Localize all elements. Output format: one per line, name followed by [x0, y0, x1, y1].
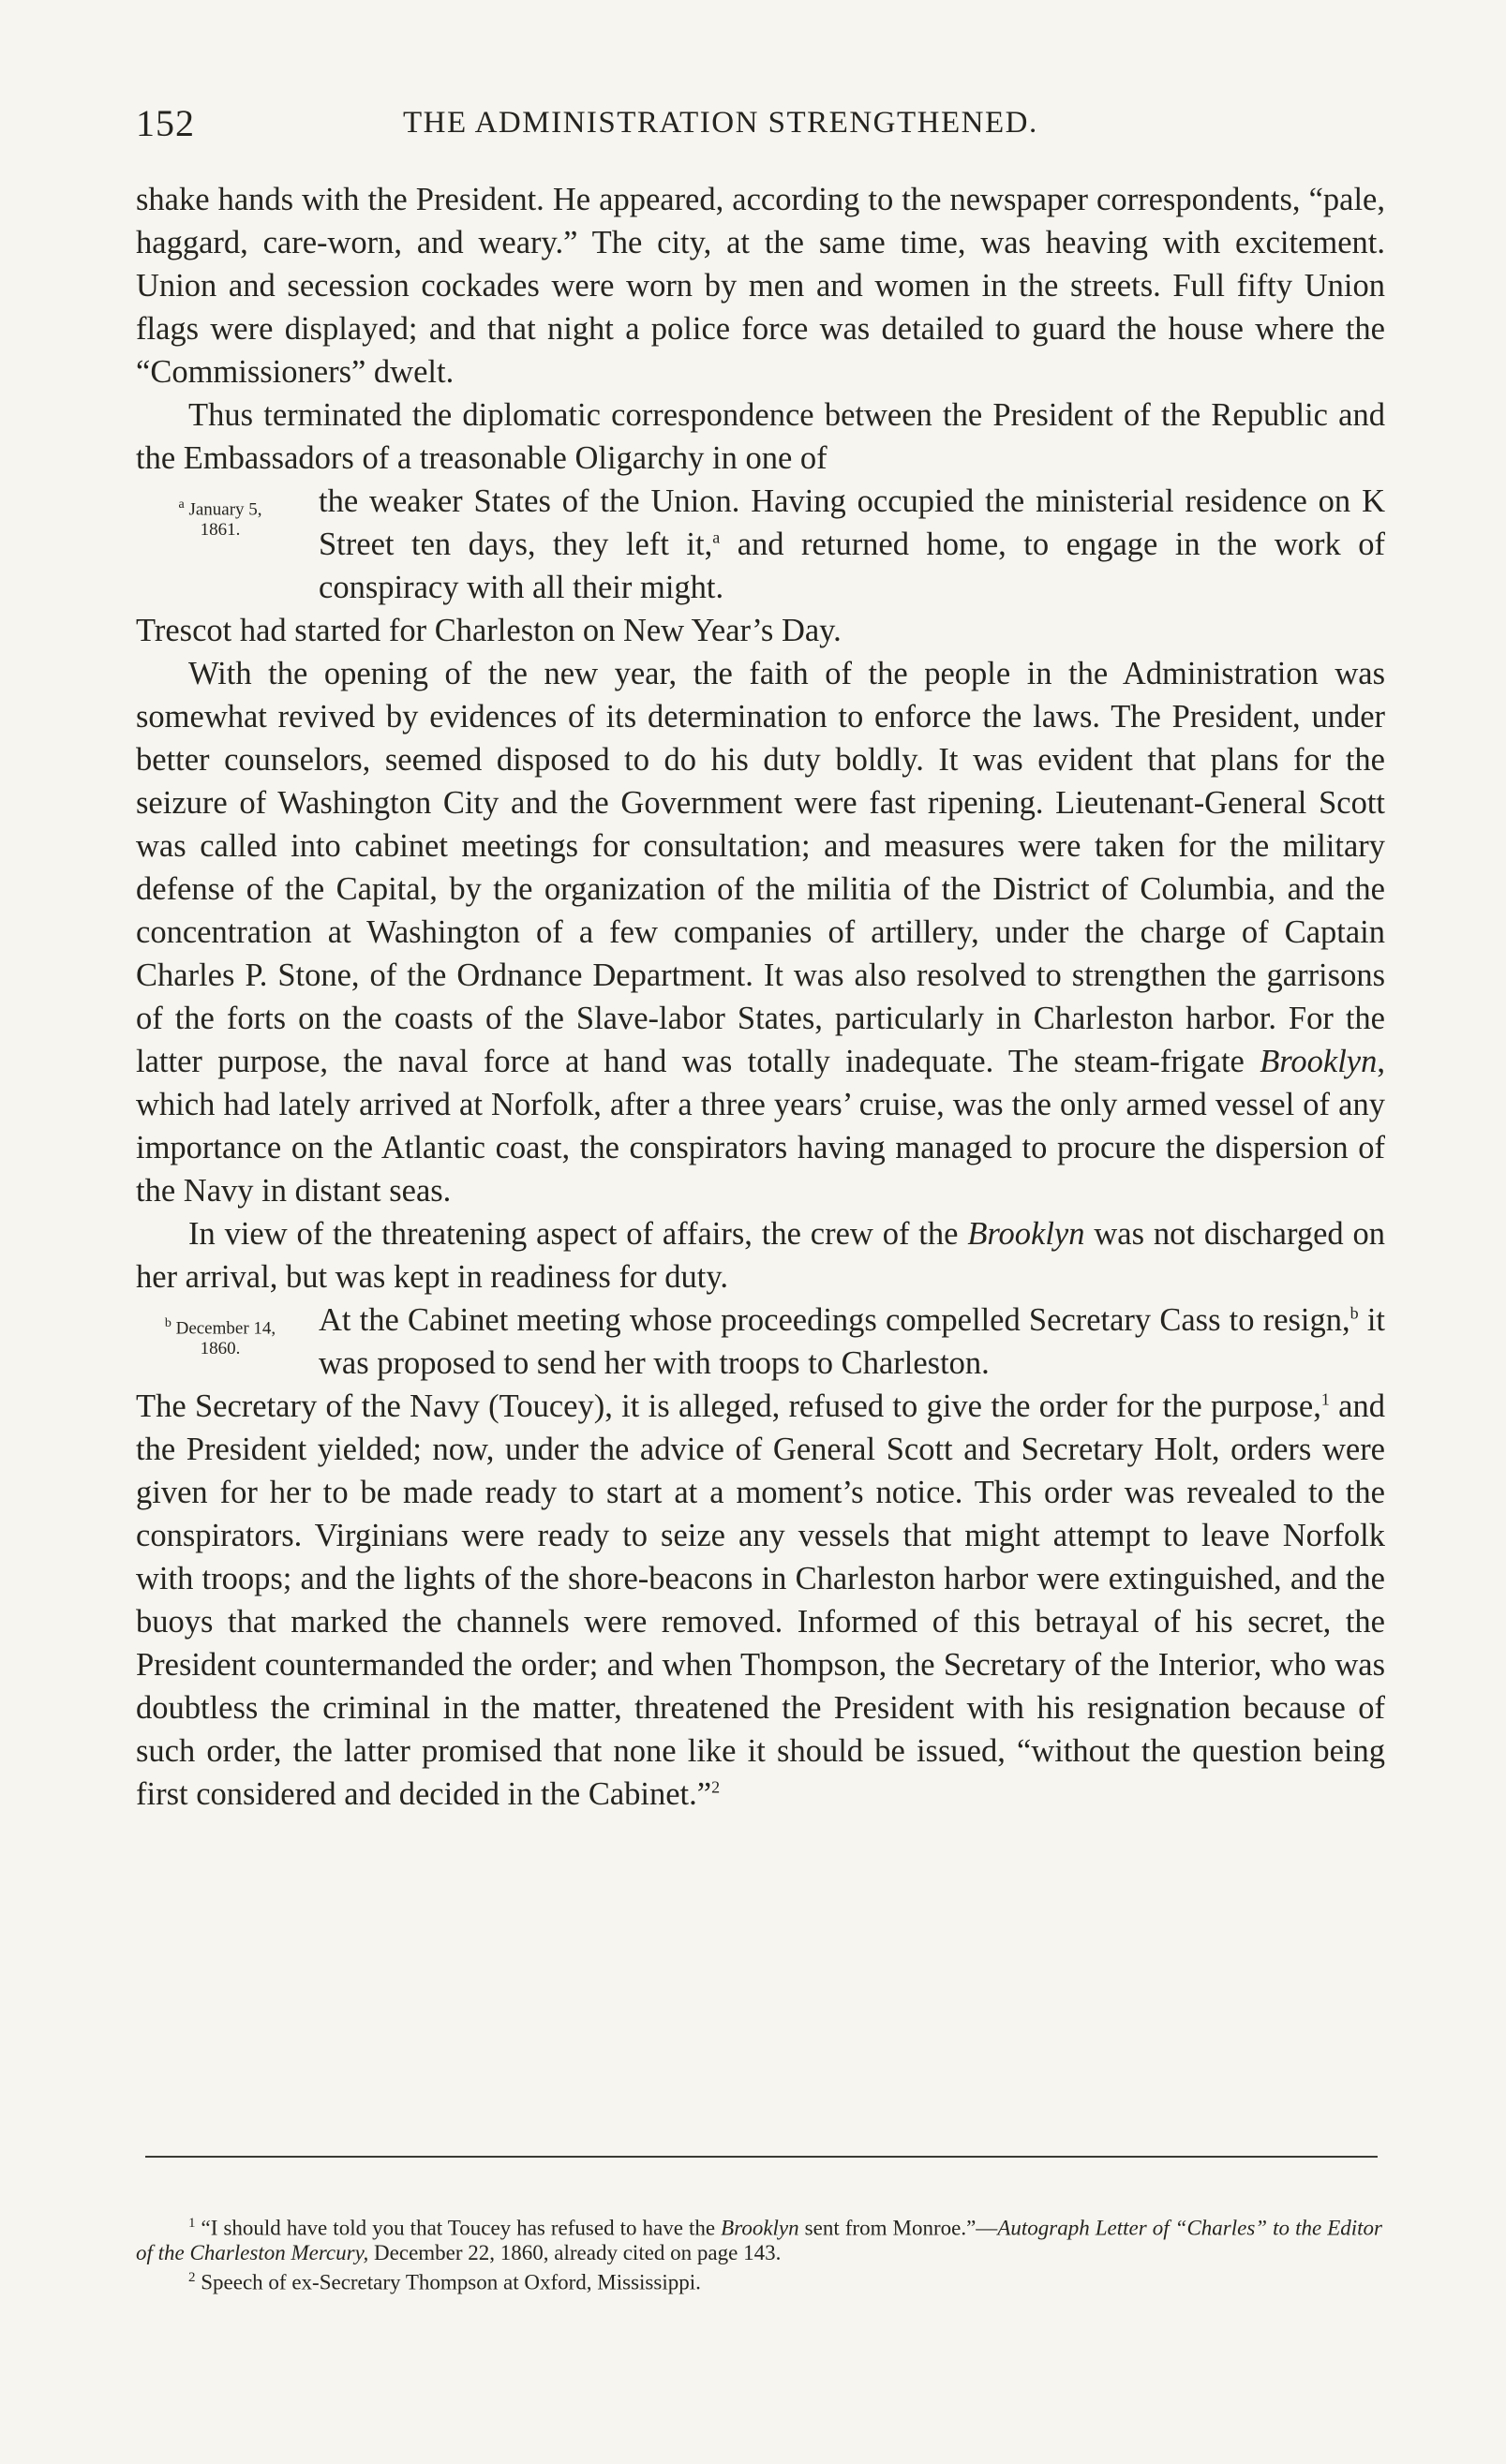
paragraph-4-text-d: and the President yielded; now, under the advice of General Scott and Secretary Holt, orders were given for her to be made ready to start at a moment’s notice. This order was revealed to the conspirators. Virginians were ready to seize any vessels that might attempt to leave Norfolk with troops; and the lights of the shore-beacons in Charleston harbor were extinguished, and the buoys that marked the channels were removed. Informed of this betrayal of his secret, the President countermanded the order; and when Thompson, the Secretary of the Interior, who was doubtless the criminal in the matter, threatened the President with his resignation because of such order, the latter promised that none like it should be issued, “without the question being first considered and decided in the Cabinet.” [136, 1388, 1385, 1812]
footnotes [136, 2211, 1382, 2294]
ship-name-brooklyn: Brooklyn [1260, 1044, 1378, 1079]
margin-note-b-date: December 14, [175, 1318, 276, 1339]
margin-note-a [136, 495, 305, 541]
footnote-1-text-b: sent from Monroe.”— [798, 2216, 998, 2240]
footnote-1-ship: Brooklyn [721, 2216, 799, 2240]
paragraph-4-side [319, 1299, 1385, 1385]
paragraph-3 [136, 652, 1385, 1212]
paragraph-4-text-c: The Secretary of the Navy (Toucey), it is alleged, refused to give the order for the purpose, [136, 1388, 1321, 1424]
footnote-ref-a: a [712, 527, 721, 547]
paragraph-3-text-b: , which had lately arrived at Norfolk, after a three years’ cruise, was the only armed vessel of any importance on the Atlantic coast, the conspirators having managed to procure the dispersion of the Navy in distant seas. [136, 1044, 1385, 1209]
margin-note-a-mark: a [178, 497, 185, 512]
footnote-1-mark: 1 [188, 2216, 196, 2231]
paragraph-4-side-text-b: it was proposed to send her with troops to Charleston. [319, 1302, 1385, 1381]
footnote-1-text-c: December 22, 1860, already cited on page 143. [368, 2240, 782, 2264]
footnote-divider [145, 2156, 1378, 2158]
margin-note-b-year: 1860. [200, 1339, 241, 1359]
paragraph-4-intro [136, 1212, 1385, 1299]
paragraph-2-side-block [136, 480, 1385, 609]
footnote-ref-b: b [1349, 1303, 1359, 1323]
paragraph-2-side-text-b: and returned home, to engage in the work of conspiracy with all their might. [319, 527, 1385, 605]
paragraph-2-side-text-a: the weaker States of the Union. Having occupied the ministerial residence on K Street ten days, they left it, [319, 483, 1385, 562]
paragraph-4-side-text-a: At the Cabinet meeting whose proceedings compelled Secretary Cass to resign, [319, 1302, 1350, 1338]
footnote-ref-2: 2 [711, 1777, 721, 1797]
footnote-1-source: Autograph Letter of “Charles” to the Editor of the Charleston Mercury, [136, 2216, 1382, 2264]
margin-note-a-date: January 5, [188, 499, 262, 520]
margin-note-a-year: 1861. [200, 520, 241, 541]
paragraph-3-text-a: With the opening of the new year, the faith of the people in the Administration was somewhat revived by evidences of its determination to enforce the laws. The President, under better counselors, seemed disposed to do his duty boldly. It was evident that plans for the seizure of Washington City and the Government were fast ripening. Lieutenant-General Scott was called into cabinet meetings for consultation; and measures were taken for the military defense of the Capital, by the organization of the militia of the District of Columbia, and the concentration at Washington of a few companies of artillery, under the charge of Captain Charles P. Stone, of the Ordnance Department. It was also resolved to strengthen the garrisons of the forts on the coasts of the Slave-labor States, particularly in Charleston harbor. For the latter purpose, the naval force at hand was totally inadequate. The steam-frigate [136, 656, 1385, 1079]
paragraph-2-intro: Thus terminated the diplomatic correspondence between the President of the Republic and the Embassadors of a treasonable Oligarchy in one of [136, 397, 1385, 476]
paragraph-4-text-a: In view of the threatening aspect of affairs, the crew of the [188, 1216, 968, 1252]
footnote-2-text: Speech of ex-Secretary Thompson at Oxford, Mississippi. [201, 2270, 701, 2294]
paragraph-1: shake hands with the President. He appeared, according to the newspaper correspondents, “pale, haggard, care-worn, and weary.” The city, at the same time, was heaving with excitement. Union and secession cockades were worn by men and women in the streets. Full fifty Union flags were displayed; and that night a police force was detailed to guard the house where the “Commissioners” dwelt. [136, 182, 1385, 390]
paragraph-4-text-b: was not discharged on her arrival, but was kept in readiness for duty. [136, 1216, 1385, 1295]
paragraph-4-side-block [136, 1299, 1385, 1385]
paragraph-4-rest [136, 1385, 1385, 1816]
paragraph-2-side [319, 480, 1385, 609]
page-number: 152 [136, 102, 195, 144]
footnote-ref-1: 1 [1320, 1389, 1330, 1409]
footnote-2 [136, 2265, 1382, 2295]
margin-note-b-mark: b [164, 1316, 171, 1330]
footnote-2-mark: 2 [188, 2269, 196, 2285]
body-text [136, 178, 1385, 1816]
margin-note-b [136, 1314, 305, 1359]
footnote-1 [136, 2211, 1382, 2265]
footnote-1-text-a: “I should have told you that Toucey has refused to have the [201, 2216, 722, 2240]
ship-name-brooklyn-2: Brooklyn [967, 1216, 1085, 1252]
page-header [136, 101, 1382, 148]
running-title: THE ADMINISTRATION STRENGTHENED. [403, 106, 1038, 140]
paragraph-2-end: Trescot had started for Charleston on New Year’s Day. [136, 613, 842, 648]
